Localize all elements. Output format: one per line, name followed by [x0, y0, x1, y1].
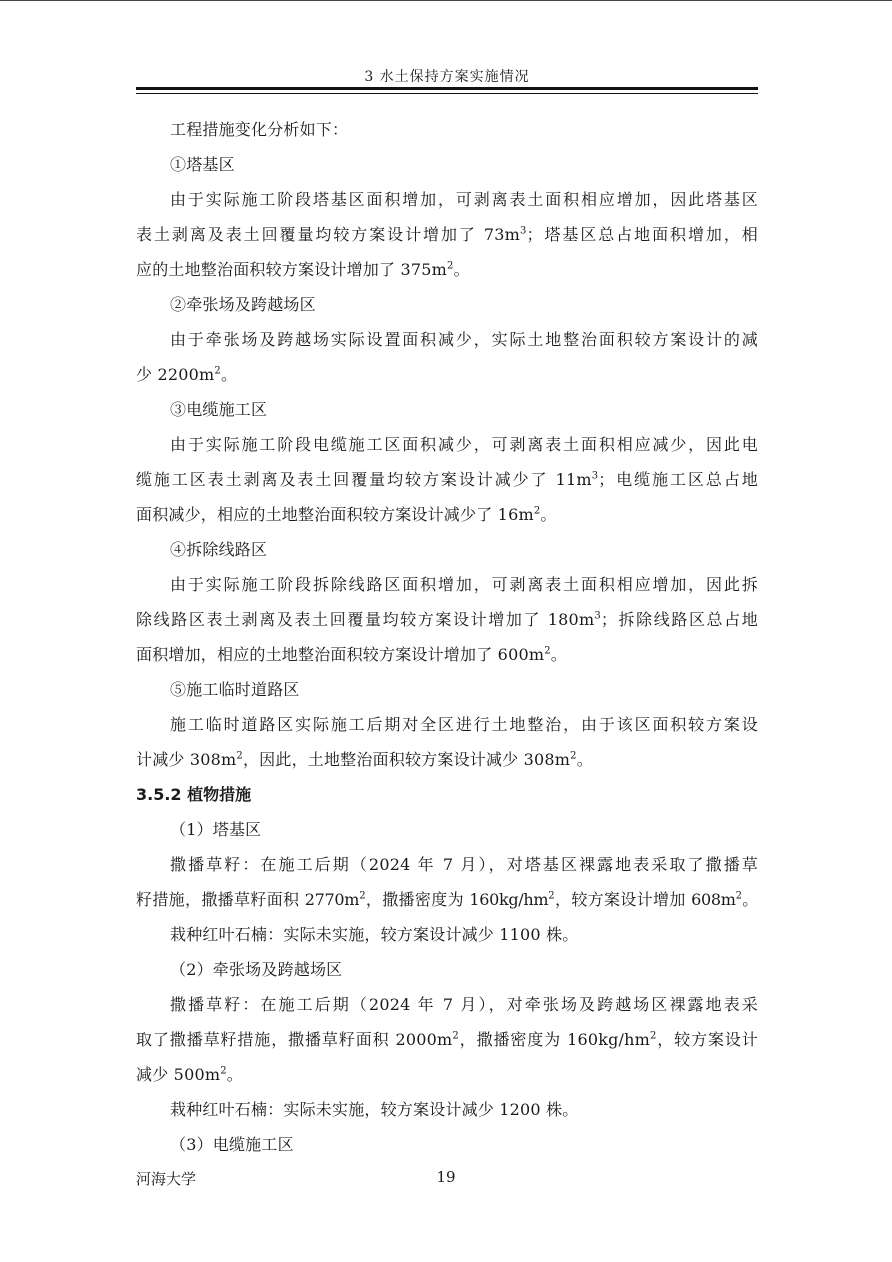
paragraph-line: 应的土地整治面积较方案设计增加了 $375m^2$。	[136, 260, 470, 279]
page-number: 19	[436, 1168, 456, 1186]
subheading-tension-field-area: ②牵张场及跨越场区	[170, 295, 316, 314]
header-rule-thin	[136, 93, 758, 94]
paragraph-line: 面积增加，相应的土地整治面积较方案设计增加了 $600m^2$。	[136, 645, 567, 664]
paragraph-line: 栽种红叶石楠：实际未实施，较方案设计减少 1200 株。	[170, 1100, 579, 1119]
paragraph-line: 籽措施，撒播草籽面积 $2770m^2$，撒播密度为 $160kg/hm^2$，较方案设计增加 $608m^2$。	[136, 890, 759, 909]
document-body	[136, 112, 758, 1162]
paragraph-line: 除线路区表土剥离及表土回覆量均较方案设计增加了 $180m^3$；拆除线路区总占地	[136, 610, 758, 629]
running-header: 3 水土保持方案实施情况	[364, 69, 530, 85]
paragraph-line: 取了撒播草籽措施，撒播草籽面积 $2000m^2$，撒播密度为 $160kg/hm^2$，较方案设计	[136, 1030, 758, 1049]
paragraph-line: 表土剥离及表土回覆量均较方案设计增加了 $73m^3$；塔基区总占地面积增加，相	[136, 225, 759, 244]
paragraph-line: 由于实际施工阶段拆除线路区面积增加，可剥离表土面积相应增加，因此拆	[170, 575, 758, 594]
paragraph-line: 面积减少，相应的土地整治面积较方案设计减少了 $16m^2$。	[136, 505, 557, 524]
paragraph-line: 由于实际施工阶段电缆施工区面积减少，可剥离表土面积相应减少，因此电	[170, 435, 758, 454]
section-heading-vegetation-measures: 3.5.2 植物措施	[136, 785, 252, 804]
subheading-tower-base-area: ①塔基区	[170, 155, 235, 174]
paragraph-line: 由于实际施工阶段塔基区面积增加，可剥离表土面积相应增加，因此塔基区	[170, 190, 758, 209]
paragraph-line: 计减少 $308m^2$，因此，土地整治面积较方案设计减少 $308m^2$。	[136, 750, 593, 769]
subheading-cable-construction-area-vegetation: （3）电缆施工区	[170, 1135, 294, 1154]
paragraph-line: 减少 $500m^2$。	[136, 1065, 243, 1084]
subheading-temporary-road-area: ⑤施工临时道路区	[170, 680, 300, 699]
subheading-tension-field-area-vegetation: （2）牵张场及跨越场区	[170, 960, 343, 979]
paragraph-line: 撒播草籽：在施工后期（2024 年 7 月），对牵张场及跨越场区裸露地表采	[170, 995, 758, 1014]
header-rule-thick	[136, 87, 758, 90]
paragraph-line: 施工临时道路区实际施工后期对全区进行土地整治，由于该区面积较方案设	[170, 715, 758, 734]
subheading-demolition-line-area: ④拆除线路区	[170, 540, 268, 559]
page-top-border	[0, 0, 892, 1]
paragraph-line: 少 $2200m^2$。	[136, 365, 238, 384]
paragraph-line: 栽种红叶石楠：实际未实施，较方案设计减少 1100 株。	[170, 925, 579, 944]
paragraph-line: 由于牵张场及跨越场实际设置面积减少，实际土地整治面积较方案设计的减	[170, 330, 758, 349]
paragraph-line: 撒播草籽：在施工后期（2024 年 7 月），对塔基区裸露地表采取了撒播草	[170, 855, 758, 874]
intro-paragraph: 工程措施变化分析如下：	[170, 120, 349, 139]
footer-organization: 河海大学	[136, 1170, 197, 1188]
subheading-tower-base-area-vegetation: （1）塔基区	[170, 820, 262, 839]
paragraph-line: 缆施工区表土剥离及表土回覆量均较方案设计减少了 $11m^3$；电缆施工区总占地	[136, 470, 758, 489]
subheading-cable-construction-area: ③电缆施工区	[170, 400, 268, 419]
